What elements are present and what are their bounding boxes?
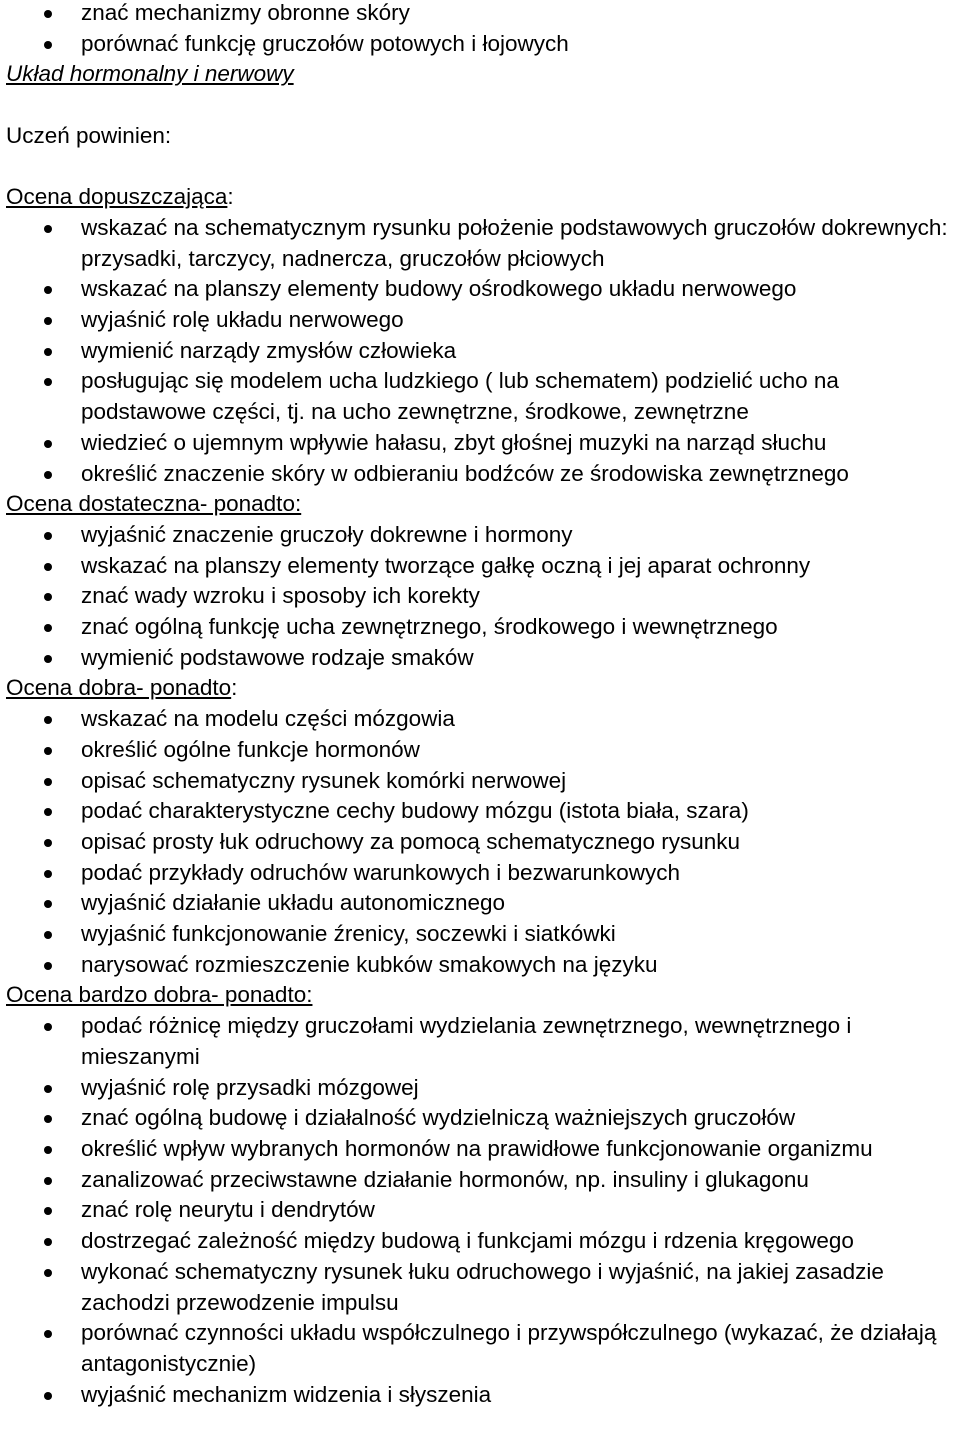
level-heading-text: Ocena dopuszczająca (6, 184, 228, 210)
list-item: wskazać na schematycznym rysunku położenie podstawowych gruczołów dokrewnych: przysadki, tarczycy, nadnercza, gruczołów płciowych (6, 213, 956, 274)
level-heading-text: Ocena bardzo dobra- ponadto: (6, 982, 313, 1008)
list-item: opisać prosty łuk odruchowy za pomocą schematycznego rysunku (6, 827, 956, 858)
list-item: narysować rozmieszczenie kubków smakowych na języku (6, 950, 956, 981)
list-item: wymienić podstawowe rodzaje smaków (6, 643, 956, 674)
level-heading-suffix: : (231, 675, 238, 701)
list-item: zanalizować przeciwstawne działanie hormonów, np. insuliny i glukagonu (6, 1165, 956, 1196)
level-heading-text: Ocena dostateczna- ponadto: (6, 491, 302, 517)
list-item: podać przykłady odruchów warunkowych i bezwarunkowych (6, 858, 956, 889)
list-item: wykonać schematyczny rysunek łuku odruchowego i wyjaśnić, na jakiej zasadzie zachodzi przewodzenie impulsu (6, 1257, 956, 1318)
spacer (6, 90, 956, 121)
list-item: znać ogólną funkcję ucha zewnętrznego, środkowego i wewnętrznego (6, 612, 956, 643)
list-item: wiedzieć o ujemnym wpływie hałasu, zbyt głośnej muzyki na narząd słuchu (6, 428, 956, 459)
list-item: znać rolę neurytu i dendrytów (6, 1195, 956, 1226)
list-item: wskazać na modelu części mózgowia (6, 704, 956, 735)
list-item: podać charakterystyczne cechy budowy mózgu (istota biała, szara) (6, 796, 956, 827)
level-list (6, 1011, 956, 1410)
level-heading (6, 980, 956, 1011)
list-item: wskazać na planszy elementy tworzące gałkę oczną i jej aparat ochronny (6, 551, 956, 582)
list-item: posługując się modelem ucha ludzkiego ( lub schematem) podzielić ucho na podstawowe części, tj. na ucho zewnętrzne, środkowe, zewnętrzne (6, 366, 956, 427)
list-item: porównać funkcję gruczołów potowych i łojowych (6, 29, 956, 60)
list-item: opisać schematyczny rysunek komórki nerwowej (6, 766, 956, 797)
list-item: określić ogólne funkcje hormonów (6, 735, 956, 766)
list-item: wyjaśnić działanie układu autonomicznego (6, 888, 956, 919)
list-item: wyjaśnić znaczenie gruczoły dokrewne i hormony (6, 520, 956, 551)
level-list (6, 520, 956, 674)
list-item: wyjaśnić funkcjonowanie źrenicy, soczewki i siatkówki (6, 919, 956, 950)
list-item: znać wady wzroku i sposoby ich korekty (6, 581, 956, 612)
list-item: wskazać na planszy elementy budowy ośrodkowego układu nerwowego (6, 274, 956, 305)
level-heading-suffix: : (227, 184, 234, 210)
list-item: wyjaśnić rolę układu nerwowego (6, 305, 956, 336)
list-item: podać różnicę między gruczołami wydzielania zewnętrznego, wewnętrznego i mieszanymi (6, 1011, 956, 1072)
level-heading (6, 673, 956, 704)
list-item: znać mechanizmy obronne skóry (6, 0, 956, 29)
list-item: wyjaśnić mechanizm widzenia i słyszenia (6, 1380, 956, 1411)
list-item: wymienić narządy zmysłów człowieka (6, 336, 956, 367)
level-list (6, 213, 956, 489)
list-item: dostrzegać zależność między budową i funkcjami mózgu i rdzenia kręgowego (6, 1226, 956, 1257)
list-item: określić wpływ wybranych hormonów na prawidłowe funkcjonowanie organizmu (6, 1134, 956, 1165)
list-item: wyjaśnić rolę przysadki mózgowej (6, 1073, 956, 1104)
level-heading (6, 182, 956, 213)
document-page (6, 0, 956, 1410)
level-heading-text: Ocena dobra- ponadto (6, 675, 232, 701)
section-title: Układ hormonalny i nerwowy (6, 61, 294, 87)
spacer (6, 152, 956, 183)
intro-text: Uczeń powinien: (6, 122, 172, 148)
list-item: znać ogólną budowę i działalność wydzielniczą ważniejszych gruczołów (6, 1103, 956, 1134)
top-list (6, 0, 956, 59)
list-item: określić znaczenie skóry w odbieraniu bodźców ze środowiska zewnętrznego (6, 459, 956, 490)
level-heading (6, 489, 956, 520)
level-list (6, 704, 956, 980)
list-item: porównać czynności układu współczulnego i przywspółczulnego (wykazać, że działają antagonistycznie) (6, 1318, 956, 1379)
